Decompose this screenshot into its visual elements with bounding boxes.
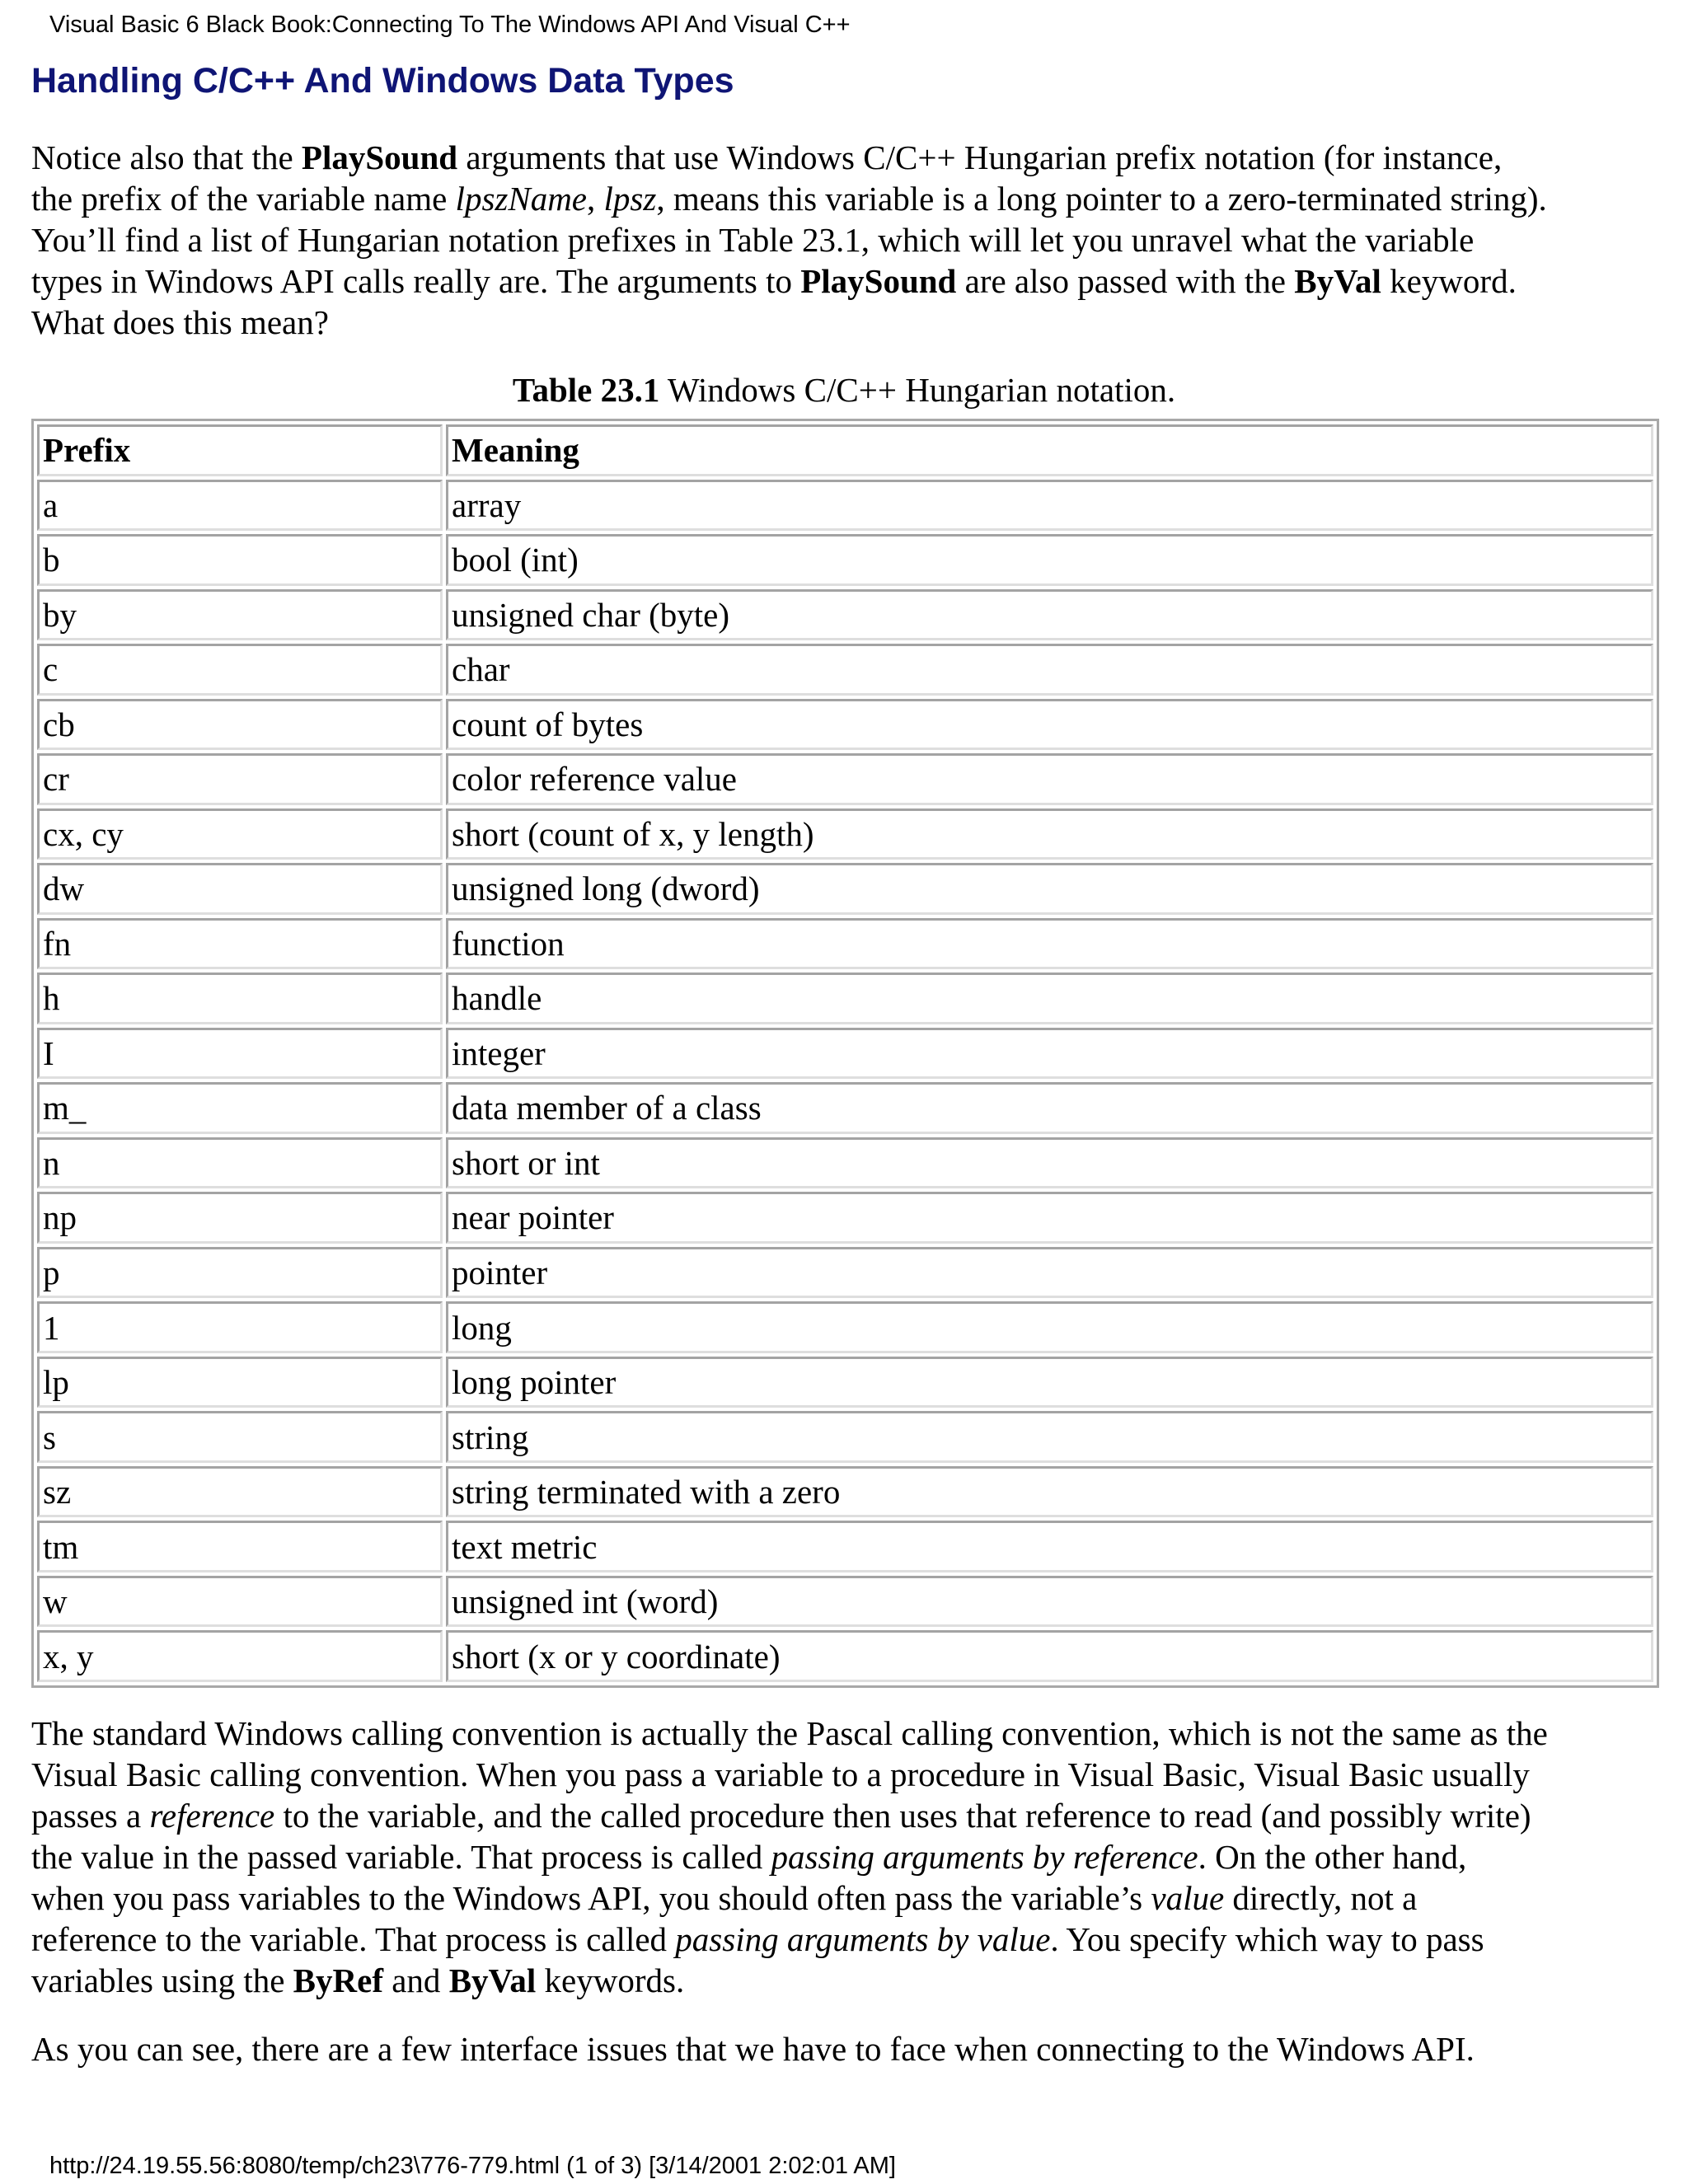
meaning-cell: string: [446, 1411, 1653, 1463]
table-row: [37, 534, 1653, 586]
meaning-cell: char: [446, 644, 1653, 696]
table-caption: [0, 369, 1688, 410]
paragraph-line: reference to the variable. That process is called passing arguments by value. You specify which way to pass: [31, 1920, 1484, 1958]
table-row: [37, 808, 1653, 860]
hungarian-table-frame: [31, 419, 1659, 1688]
meaning-cell: short (count of x, y length): [446, 808, 1653, 860]
paragraph-line: What does this mean?: [31, 303, 329, 341]
meaning-cell: short (x or y coordinate): [446, 1630, 1653, 1682]
hungarian-notation-table: [34, 421, 1657, 1685]
paragraph-line: Notice also that the PlaySound arguments that use Windows C/C++ Hungarian prefix notation (for instance,: [31, 138, 1503, 176]
paragraph-line: the value in the passed variable. That process is called passing arguments by reference. On the other hand,: [31, 1838, 1467, 1876]
byval-keyword: ByVal: [1294, 262, 1381, 300]
table-row: [37, 1301, 1653, 1353]
paragraph-line: the prefix of the variable name lpszName, lpsz, means this variable is a long pointer to a zero-terminated string).: [31, 180, 1547, 218]
meaning-cell: integer: [446, 1028, 1653, 1080]
playsound-keyword: PlaySound: [800, 262, 957, 300]
paragraph-line: Visual Basic calling convention. When you pass a variable to a procedure in Visual Basic, Visual Basic usually: [31, 1755, 1530, 1793]
meaning-cell: bool (int): [446, 534, 1653, 586]
byval-keyword: ByVal: [448, 1961, 537, 1999]
prefix-cell: m_: [37, 1082, 443, 1134]
prefix-cell: s: [37, 1411, 443, 1463]
meaning-column-header: Meaning: [446, 424, 1653, 476]
page-header: Visual Basic 6 Black Book:Connecting To The Windows API And Visual C++: [49, 12, 851, 38]
lpsz-term: lpsz: [603, 180, 657, 218]
paragraph-line: types in Windows API calls really are. The arguments to PlaySound are also passed with the ByVal keyword.: [31, 262, 1517, 300]
table-row: [37, 480, 1653, 532]
table-row: [37, 972, 1653, 1024]
meaning-cell: text metric: [446, 1521, 1653, 1572]
meaning-cell: count of bytes: [446, 699, 1653, 751]
prefix-cell: a: [37, 480, 443, 532]
table-row: [37, 753, 1653, 805]
prefix-cell: p: [37, 1247, 443, 1299]
calling-convention-paragraph: [31, 1713, 1659, 2001]
meaning-cell: long: [446, 1301, 1653, 1353]
prefix-cell: x, y: [37, 1630, 443, 1682]
prefix-cell: cx, cy: [37, 808, 443, 860]
reference-term: reference: [149, 1797, 275, 1835]
prefix-cell: fn: [37, 918, 443, 970]
prefix-cell: w: [37, 1576, 443, 1628]
meaning-cell: array: [446, 480, 1653, 532]
table-row: [37, 1028, 1653, 1080]
paragraph-line: variables using the ByRef and ByVal keywords.: [31, 1961, 685, 1999]
prefix-cell: lp: [37, 1357, 443, 1408]
meaning-cell: pointer: [446, 1247, 1653, 1299]
paragraph-line: passes a reference to the variable, and the called procedure then uses that reference to read (and possibly write): [31, 1797, 1531, 1835]
meaning-cell: long pointer: [446, 1357, 1653, 1408]
prefix-cell: dw: [37, 863, 443, 915]
prefix-cell: cr: [37, 753, 443, 805]
prefix-cell: c: [37, 644, 443, 696]
prefix-cell: n: [37, 1137, 443, 1189]
playsound-keyword: PlaySound: [301, 138, 458, 176]
meaning-cell: unsigned long (dword): [446, 863, 1653, 915]
table-header-row: [37, 424, 1653, 476]
table-row: [37, 1137, 1653, 1189]
prefix-column-header: Prefix: [37, 424, 443, 476]
prefix-cell: cb: [37, 699, 443, 751]
prefix-cell: I: [37, 1028, 443, 1080]
prefix-cell: b: [37, 534, 443, 586]
table-row: [37, 1521, 1653, 1572]
table-row: [37, 1411, 1653, 1463]
closing-paragraph: As you can see, there are a few interface issues that we have to face when connecting to the Windows API.: [31, 2030, 1475, 2068]
section-heading: Handling C/C++ And Windows Data Types: [31, 61, 734, 101]
by-reference-term: passing arguments by reference: [771, 1838, 1198, 1876]
meaning-cell: data member of a class: [446, 1082, 1653, 1134]
meaning-cell: near pointer: [446, 1192, 1653, 1244]
table-row: [37, 918, 1653, 970]
table-row: [37, 1357, 1653, 1408]
prefix-cell: h: [37, 972, 443, 1024]
paragraph-line: You’ll find a list of Hungarian notation prefixes in Table 23.1, which will let you unravel what the variable: [31, 221, 1475, 259]
prefix-cell: by: [37, 589, 443, 641]
meaning-cell: color reference value: [446, 753, 1653, 805]
byref-keyword: ByRef: [293, 1961, 383, 1999]
meaning-cell: unsigned char (byte): [446, 589, 1653, 641]
by-value-term: passing arguments by value: [675, 1920, 1051, 1958]
table-row: [37, 863, 1653, 915]
prefix-cell: sz: [37, 1466, 443, 1518]
table-row: [37, 589, 1653, 641]
paragraph-line: when you pass variables to the Windows API, you should often pass the variable’s value directly, not a: [31, 1879, 1418, 1917]
table-row: [37, 1466, 1653, 1518]
table-row: [37, 1630, 1653, 1682]
prefix-cell: np: [37, 1192, 443, 1244]
page-footer-url: http://24.19.55.56:8080/temp/ch23\776-779.html (1 of 3) [3/14/2001 2:02:01 AM]: [49, 2153, 896, 2179]
prefix-cell: 1: [37, 1301, 443, 1353]
prefix-cell: tm: [37, 1521, 443, 1572]
table-row: [37, 644, 1653, 696]
table-row: [37, 1192, 1653, 1244]
meaning-cell: function: [446, 918, 1653, 970]
table-row: [37, 699, 1653, 751]
table-caption-label: Table 23.1: [512, 371, 660, 409]
table-row: [37, 1576, 1653, 1628]
lpszname-term: lpszName: [455, 180, 588, 218]
meaning-cell: string terminated with a zero: [446, 1466, 1653, 1518]
table-row: [37, 1082, 1653, 1134]
paragraph-line: The standard Windows calling convention is actually the Pascal calling convention, which is not the same as the: [31, 1714, 1548, 1752]
value-term: value: [1151, 1879, 1225, 1917]
table-caption-text: Windows C/C++ Hungarian notation.: [659, 371, 1176, 409]
intro-paragraph: [31, 137, 1659, 343]
table-row: [37, 1247, 1653, 1299]
meaning-cell: handle: [446, 972, 1653, 1024]
meaning-cell: unsigned int (word): [446, 1576, 1653, 1628]
meaning-cell: short or int: [446, 1137, 1653, 1189]
